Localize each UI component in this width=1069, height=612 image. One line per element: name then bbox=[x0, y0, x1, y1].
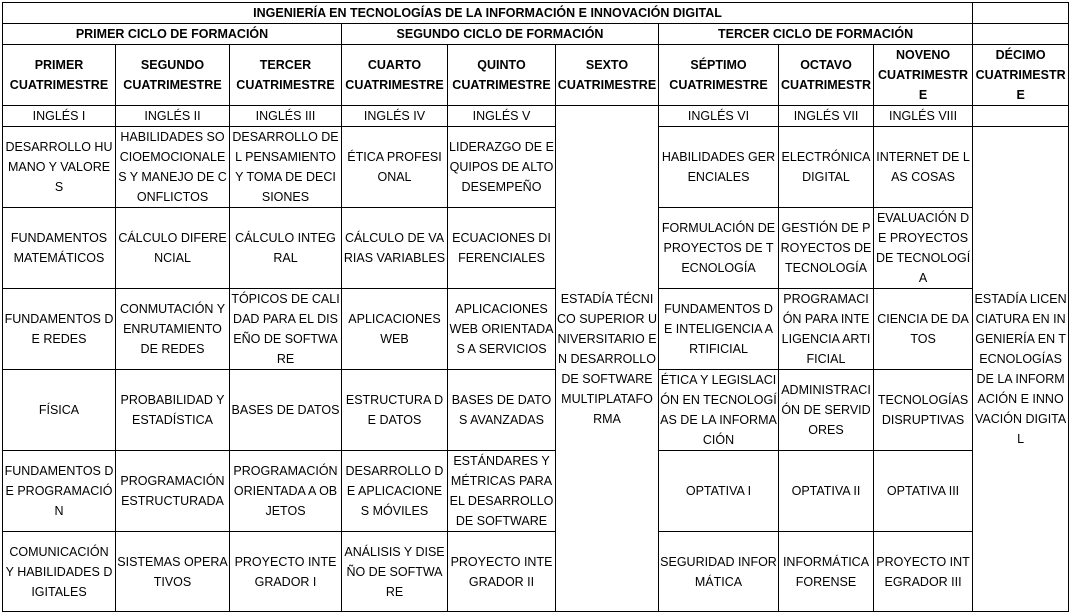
subject-cell: CIENCIA DE DATOS bbox=[874, 289, 973, 370]
subject-cell: HABILIDADES GERENCIALES bbox=[659, 127, 779, 208]
subject-cell: PROGRAMACIÓN ORIENTADA A OBJETOS bbox=[230, 451, 342, 532]
subject-cell: FUNDAMENTOS MATEMÁTICOS bbox=[3, 208, 116, 289]
english-cell: INGLÉS III bbox=[230, 106, 342, 127]
cycle-first: PRIMER CICLO DE FORMACIÓN bbox=[3, 24, 342, 45]
term-header-3: TERCER CUATRIMESTRE bbox=[230, 45, 342, 106]
subject-cell: OPTATIVA II bbox=[779, 451, 874, 532]
subject-cell: FUNDAMENTOS DE REDES bbox=[3, 289, 116, 370]
subject-cell: PROYECTO INTEGRADOR II bbox=[448, 532, 556, 612]
term-header-7: SÉPTIMO CUATRIMESTRE bbox=[659, 45, 779, 106]
subject-cell: CÁLCULO DE VARIAS VARIABLES bbox=[342, 208, 448, 289]
subject-cell: ÉTICA PROFESIONAL bbox=[342, 127, 448, 208]
english-cell: INGLÉS VIII bbox=[874, 106, 973, 127]
english-cell: INGLÉS V bbox=[448, 106, 556, 127]
subject-cell: TÓPICOS DE CALIDAD PARA EL DISEÑO DE SOFTWARE bbox=[230, 289, 342, 370]
subject-cell: PROYECTO INTEGRADOR I bbox=[230, 532, 342, 612]
term-header-9: NOVENO CUATRIMESTRE bbox=[874, 45, 973, 106]
subject-cell: ECUACIONES DIFERENCIALES bbox=[448, 208, 556, 289]
subject-cell: PROBABILIDAD Y ESTADÍSTICA bbox=[116, 370, 230, 451]
subject-cell: FUNDAMENTOS DE INTELIGENCIA ARTIFICIAL bbox=[659, 289, 779, 370]
subject-cell: BASES DE DATOS AVANZADAS bbox=[448, 370, 556, 451]
subject-cell: APLICACIONES WEB bbox=[342, 289, 448, 370]
term-header-5: QUINTO CUATRIMESTRE bbox=[448, 45, 556, 106]
subject-cell: CÁLCULO DIFERENCIAL bbox=[116, 208, 230, 289]
subject-cell: PROGRAMACIÓN ESTRUCTURADA bbox=[116, 451, 230, 532]
subject-cell: ESTÁNDARES Y MÉTRICAS PARA EL DESARROLLO DE SOFTWARE bbox=[448, 451, 556, 532]
cycle-blank-cell bbox=[973, 24, 1069, 45]
term-header-8: OCTAVO CUATRIMESTR bbox=[779, 45, 874, 106]
subject-cell: ADMINISTRACIÓN DE SERVIDORES bbox=[779, 370, 874, 451]
cycle-third: TERCER CICLO DE FORMACIÓN bbox=[659, 24, 973, 45]
english-cell: INGLÉS II bbox=[116, 106, 230, 127]
subject-cell: HABILIDADES SOCIOEMOCIONALES Y MANEJO DE CONFLICTOS bbox=[116, 127, 230, 208]
subject-cell: OPTATIVA III bbox=[874, 451, 973, 532]
subject-cell: APLICACIONES WEB ORIENTADAS A SERVICIOS bbox=[448, 289, 556, 370]
english-cell: INGLÉS VII bbox=[779, 106, 874, 127]
subject-cell: ANÁLISIS Y DISEÑO DE SOFTWARE bbox=[342, 532, 448, 612]
term-header-4: CUARTO CUATRIMESTRE bbox=[342, 45, 448, 106]
english-blank-cell bbox=[973, 106, 1069, 127]
subject-cell: INTERNET DE LAS COSAS bbox=[874, 127, 973, 208]
subject-cell: DESARROLLO DEL PENSAMIENTO Y TOMA DE DECISIONES bbox=[230, 127, 342, 208]
subject-cell: PROGRAMACIÓN PARA INTELIGENCIA ARTIFICIAL bbox=[779, 289, 874, 370]
subject-cell: FUNDAMENTOS DE PROGRAMACIÓN bbox=[3, 451, 116, 532]
subject-cell: LIDERAZGO DE EQUIPOS DE ALTO DESEMPEÑO bbox=[448, 127, 556, 208]
subject-cell: CÁLCULO INTEGRAL bbox=[230, 208, 342, 289]
subject-cell: ELECTRÓNICA DIGITAL bbox=[779, 127, 874, 208]
term-header-2: SEGUNDO CUATRIMESTRE bbox=[116, 45, 230, 106]
subject-cell: OPTATIVA I bbox=[659, 451, 779, 532]
subject-cell: FÍSICA bbox=[3, 370, 116, 451]
subject-cell: GESTIÓN DE PROYECTOS DE TECNOLOGÍA bbox=[779, 208, 874, 289]
subject-cell: CONMUTACIÓN Y ENRUTAMIENTO DE REDES bbox=[116, 289, 230, 370]
subject-cell: SISTEMAS OPERATIVOS bbox=[116, 532, 230, 612]
subject-cell: BASES DE DATOS bbox=[230, 370, 342, 451]
subject-cell: ESTRUCTURA DE DATOS bbox=[342, 370, 448, 451]
subject-cell: SEGURIDAD INFORMÁTICA bbox=[659, 532, 779, 612]
term-header-6: SEXTO CUATRIMESTRE bbox=[556, 45, 659, 106]
curriculum-table bbox=[2, 2, 1069, 612]
stay-tenth-cell: ESTADÍA LICENCIATURA EN INGENIERÍA EN TECNOLOGÍAS DE LA INFORMACIÓN E INNOVACIÓN DIGITAL bbox=[973, 127, 1069, 612]
subject-cell: PROYECTO INTEGRADOR III bbox=[874, 532, 973, 612]
subject-cell: TECNOLOGÍAS DISRUPTIVAS bbox=[874, 370, 973, 451]
english-cell: INGLÉS IV bbox=[342, 106, 448, 127]
stay-sixth-cell: ESTADÍA TÉCNICO SUPERIOR UNIVERSITARIO EN DESARROLLO DE SOFTWARE MULTIPLATAFORMA bbox=[556, 106, 659, 612]
subject-cell: DESARROLLO DE APLICACIONES MÓVILES bbox=[342, 451, 448, 532]
subject-cell: INFORMÁTICA FORENSE bbox=[779, 532, 874, 612]
subject-cell: COMUNICACIÓN Y HABILIDADES DIGITALES bbox=[3, 532, 116, 612]
title-blank-cell bbox=[973, 3, 1069, 24]
english-cell: INGLÉS I bbox=[3, 106, 116, 127]
cycle-second: SEGUNDO CICLO DE FORMACIÓN bbox=[342, 24, 659, 45]
subject-cell: ÉTICA Y LEGISLACIÓN EN TECNOLOGÍAS DE LA INFORMACIÓN bbox=[659, 370, 779, 451]
english-cell: INGLÉS VI bbox=[659, 106, 779, 127]
subject-cell: DESARROLLO HUMANO Y VALORES bbox=[3, 127, 116, 208]
subject-cell: EVALUACIÓN DE PROYECTOS DE TECNOLOGÍA bbox=[874, 208, 973, 289]
subject-cell: FORMULACIÓN DE PROYECTOS DE TECNOLOGÍA bbox=[659, 208, 779, 289]
term-header-1: PRIMER CUATRIMESTRE bbox=[3, 45, 116, 106]
table-title: INGENIERÍA EN TECNOLOGÍAS DE LA INFORMACIÓN E INNOVACIÓN DIGITAL bbox=[3, 3, 973, 24]
term-header-10: DÉCIMO CUATRIMESTRE bbox=[973, 45, 1069, 106]
